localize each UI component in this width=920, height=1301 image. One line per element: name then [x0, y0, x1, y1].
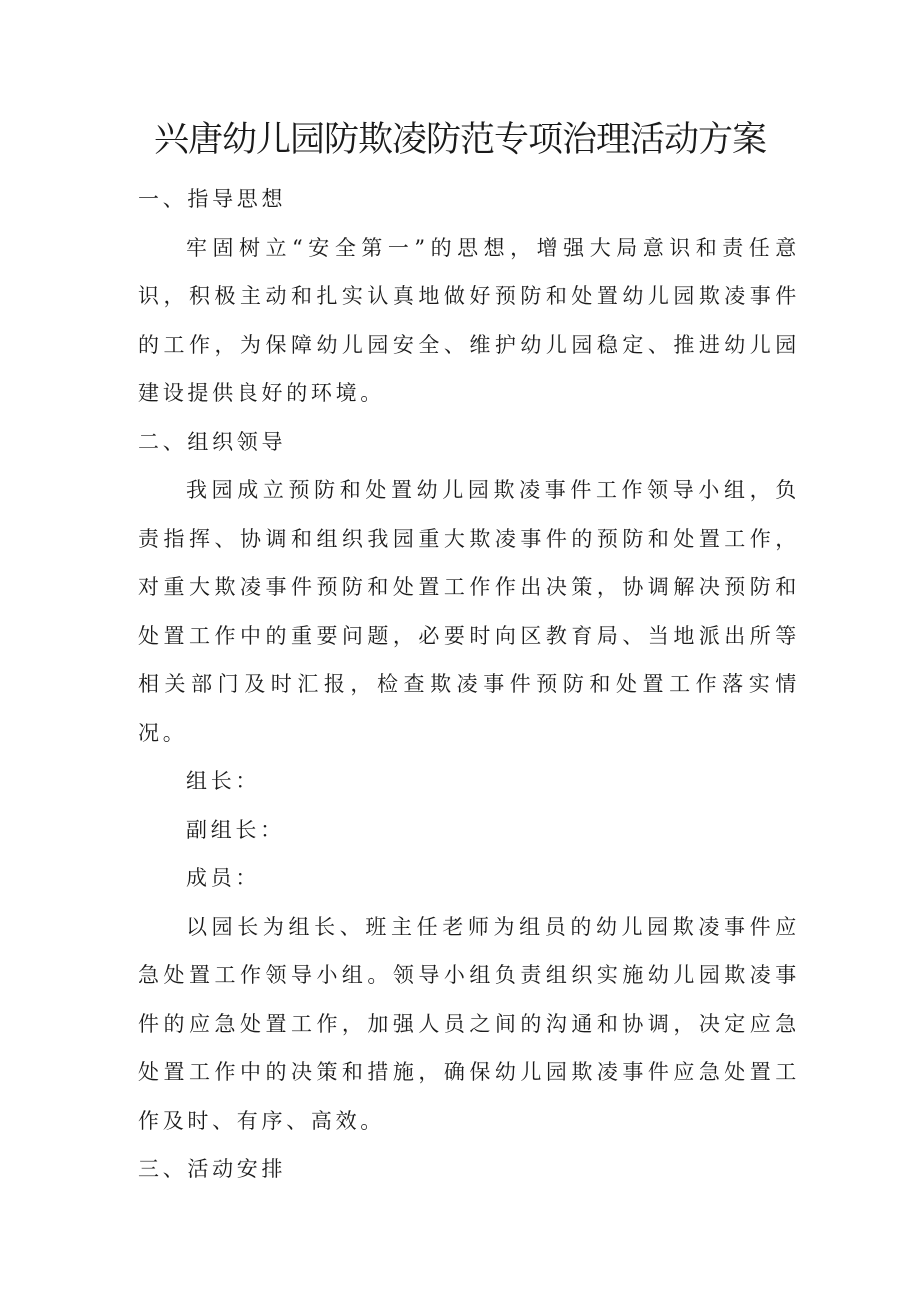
document-title: 兴唐幼儿园防欺凌防范专项治理活动方案 [153, 120, 766, 160]
section-heading-organization: 二、组织领导 [138, 429, 287, 454]
document-body [138, 175, 800, 1194]
role-deputy-leader: 副组长： [186, 817, 285, 842]
paragraph-guiding-ideology: 牢固树立“安全第一”的思想，增强大局意识和责任意识，积极主动和扎实认真地做好预防和处置幼儿园欺凌事件的工作，为保障幼儿园安全、维护幼儿园稳定、推进幼儿园建设提供良好的环境。 [138, 235, 800, 405]
role-leader: 组长： [186, 769, 261, 793]
section-heading-guiding-ideology: 一、指导思想 [138, 187, 287, 211]
paragraph-organization: 我园成立预防和处置幼儿园欺凌事件工作领导小组，负责指挥、协调和组织我园重大欺凌事件的预防和处置工作，对重大欺凌事件预防和处置工作作出决策，协调解决预防和处置工作中的重要问题，必要时向区教育局、当地派出所等相关部门及时汇报，检查欺凌事件预防和处置工作落实情况。 [138, 478, 800, 745]
section-heading-activity-arrangement: 三、活动安排 [138, 1157, 287, 1181]
paragraph-leading-group: 以园长为组长、班主任老师为组员的幼儿园欺凌事件应急处置工作领导小组。领导小组负责组织实施幼儿园欺凌事件的应急处置工作，加强人员之间的沟通和协调，决定应急处置工作中的决策和措施，确保幼儿园欺凌事件应急处置工作及时、有序、高效。 [138, 914, 800, 1133]
role-members: 成员： [186, 866, 261, 890]
